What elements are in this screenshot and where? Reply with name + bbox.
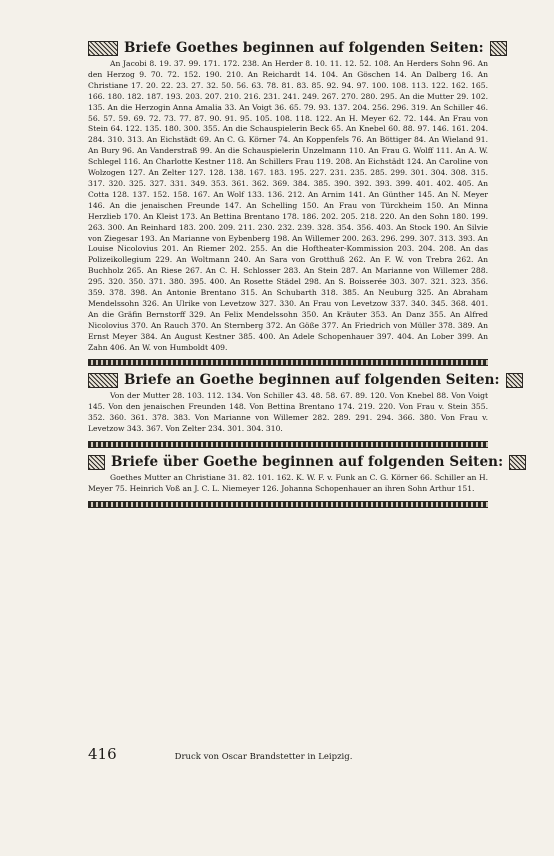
section-title: Briefe über Goethe beginnen auf folgenden Seiten:	[111, 454, 504, 471]
section-heading-letters-to-goethe	[88, 372, 500, 389]
page-number: 416	[88, 745, 117, 763]
ornament-icon	[88, 41, 118, 56]
ornament-icon	[509, 455, 526, 470]
section-title: Briefe Goethes beginnen auf folgenden Seiten:	[124, 40, 484, 56]
ornament-icon	[88, 373, 118, 388]
page-footer	[88, 745, 488, 763]
section-heading-letters-about-goethe	[88, 454, 504, 471]
section-index-text: An Jacobi 8. 19. 37. 99. 171. 172. 238. An Herder 8. 10. 11. 12. 52. 108. An Herders Sohn 96. An den Herzog 9. 70. 72. 152. 190. 210. An Reichardt 14. 104. An Göschen 14. An Dalberg 16. An Christiane 17. 20. 22. 23. 27. 32. 50. 56. 63. 78. 81. 83. 85. 92. 94. 97. 100. 108. 113. 122. 162. 165. 166. 180. 182. 187. 193. 203. 207. 210. 216. 231. 241. 249. 267. 270. 280. 295. An die Mutter 29. 102. 135. An die Herzogin Anna Amalia 33. An Voigt 36. 65. 79. 93. 137. 204. 256. 296. 319. An Schiller 46. 56. 57. 59. 69. 72. 73. 77. 87. 90. 91. 95. 105. 108. 118. 122. An H. Meyer 62. 72. 144. An Frau von Stein 64. 122. 135. 180. 300. 355. An die Schauspielerin Beck 65. An Knebel 60. 88. 97. 146. 161. 204. 284. 310. 313. An Eichstädt 69. An C. G. Körner 74. An Koppenfels 76. An Böttiger 84. An Wieland 91. An Bury 96. An Vanderstraß 99. An die Schauspielerin Unzelmann 110. An Frau G. Wolff 111. An A. W. Schlegel 116. An Charlotte Kestner 118. An Schillers Frau 119. 208. An Eichstädt 124. An Caroline von Wolzogen 127. An Zelter 127. 128. 138. 167. 183. 195. 227. 231. 235. 285. 299. 301. 304. 308. 315. 317. 320. 325. 327. 331. 349. 353. 361. 362. 369. 384. 385. 390. 392. 393. 399. 401. 402. 405. An Cotta 128. 137. 152. 158. 167. An Wolf 133. 136. 212. An Arnim 141. An Günther 145. An N. Meyer 146. An die jenaischen Freunde 147. An Schelling 150. An Frau von Türckheim 150. An Minna Herzlieb 170. An Kleist 173. An Bettina Brentano 178. 186. 202. 205. 218. 220. An den Sohn 180. 199. 263. 300. An Reinhard 183. 200. 209. 211. 230. 232. 239. 328. 354. 356. 403. An Stock 190. An Silvie von Ziegesar 193. An Marianne von Eybenberg 198. An Willemer 200. 263. 296. 299. 307. 313. 393. An Louise Nicolovius 201. An Riemer 202. 255. An die Hoftheater-Kommission 203. 204. 208. An das Polizeikollegium 229. An Woltmann 240. An Sara von Grotthuß 262. An F. W. von Trebra 262. An Buchholz 265. An Riese 267. An C. H. Schlosser 283. An Stein 287. An Marianne von Willemer 288. 295. 320. 350. 371. 380. 395. 400. An Rosette Städel 298. An S. Boisserée 303. 307. 321. 323. 356. 359. 378. 398. An Antonie Brentano 315. An Schubarth 318. 385. An Neuburg 325. An Abraham Mendelssohn 326. An Ulrike von Levetzow 327. 330. An Frau von Levetzow 337. 340. 345. 368. 401. An die Gräfin Bernstorff 329. An Felix Mendelssohn 350. An Kräuter 353. An Danz 355. An Alfred Nicolovius 370. An Rauch 370. An Sternberg 372. An Göße 377. An Friedrich von Müller 378. 389. An Ernst Meyer 384. An August Kestner 385. 400. An Adele Schopenhauer 397. 404. An Lober 399. An Zahn 406. An W. von Humboldt 409.	[88, 59, 488, 352]
ornament-icon	[88, 455, 105, 470]
section-heading-letters-by-goethe	[88, 40, 488, 56]
section-title: Briefe an Goethe beginnen auf folgenden Seiten:	[124, 372, 500, 389]
ornament-icon	[490, 41, 507, 56]
ornamental-divider	[88, 501, 488, 508]
printer-imprint: Druck von Oscar Brandstetter in Leipzig.	[174, 752, 353, 762]
section-index-text: Von der Mutter 28. 103. 112. 134. Von Schiller 43. 48. 58. 67. 89. 120. Von Knebel 88. Von Voigt 145. Von den jenaischen Freunden 148. Von Bettina Brentano 174. 219. 220. Von Frau v. Stein 355. 352. 360. 361. 378. 383. Von Marianne von Willemer 282. 289. 291. 294. 366. 380. Von Frau v. Levetzow 343. 367. Von Zelter 234. 301. 304. 310.	[88, 391, 488, 434]
ornament-icon	[506, 373, 523, 388]
page-content	[88, 40, 504, 514]
ornamental-divider	[88, 359, 488, 366]
ornamental-divider	[88, 441, 488, 448]
section-index-text: Goethes Mutter an Christiane 31. 82. 101. 162. K. W. F. v. Funk an C. G. Körner 66. Schiller an H. Meyer 75. Heinrich Voß an J. C. L. Niemeyer 126. Johanna Schopenhauer an ihren Sohn Arthur 151.	[88, 473, 488, 493]
